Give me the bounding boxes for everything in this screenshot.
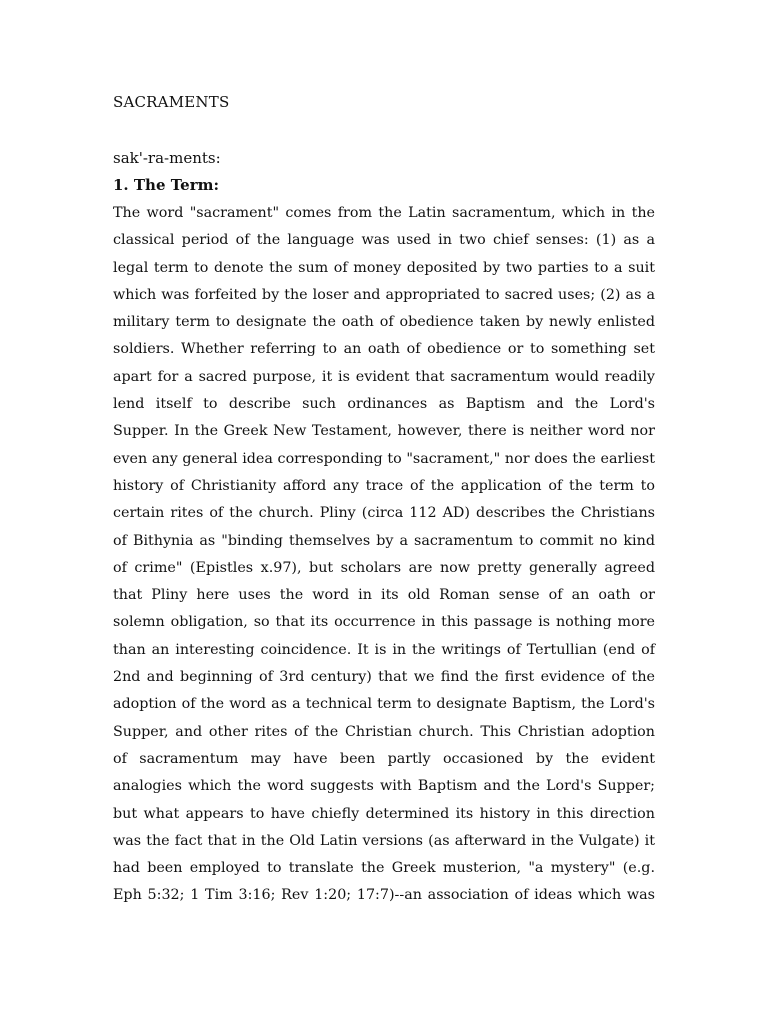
paragraph-line: Supper. In the Greek New Testament, however, there is neither word nor — [113, 423, 655, 440]
section-heading: 1. The Term: — [113, 176, 220, 194]
paragraph-line: of crime" (Epistles x.97), but scholars are now pretty generally agreed — [113, 559, 655, 576]
paragraph-line: soldiers. Whether referring to an oath of obedience or to something set — [113, 341, 655, 358]
paragraph-line: certain rites of the church. Pliny (circa 112 AD) describes the Christians — [113, 505, 655, 522]
paragraph-line: of Bithynia as "binding themselves by a sacramentum to commit no kind — [113, 532, 655, 549]
document-title: SACRAMENTS — [113, 93, 230, 111]
paragraph-line: history of Christianity afford any trace of the application of the term to — [113, 477, 655, 494]
paragraph-line: apart for a sacred purpose, it is evident that sacramentum would readily — [113, 368, 655, 385]
body-paragraph — [113, 200, 655, 910]
paragraph-line: than an interesting coincidence. It is in the writings of Tertullian (end of — [113, 641, 655, 658]
pronunciation-text: sak'-ra-ments: — [113, 149, 221, 167]
paragraph-line: legal term to denote the sum of money deposited by two parties to a suit — [113, 259, 655, 276]
paragraph-line: that Pliny here uses the word in its old Roman sense of an oath or — [113, 587, 655, 604]
paragraph-line: lend itself to describe such ordinances as Baptism and the Lord's — [113, 396, 655, 413]
paragraph-line: adoption of the word as a technical term to designate Baptism, the Lord's — [113, 696, 655, 713]
paragraph-line: was the fact that in the Old Latin versions (as afterward in the Vulgate) it — [113, 832, 655, 849]
paragraph-line: 2nd and beginning of 3rd century) that we find the first evidence of the — [113, 669, 655, 686]
paragraph-line: Supper, and other rites of the Christian church. This Christian adoption — [113, 723, 655, 740]
paragraph-line: classical period of the language was used in two chief senses: (1) as a — [113, 232, 655, 249]
paragraph-line: even any general idea corresponding to "sacrament," nor does the earliest — [113, 450, 655, 467]
paragraph-line: military term to designate the oath of obedience taken by newly enlisted — [113, 314, 655, 331]
paragraph-line: Eph 5:32; 1 Tim 3:16; Rev 1:20; 17:7)--an association of ideas which was — [113, 887, 655, 904]
paragraph-line: which was forfeited by the loser and appropriated to sacred uses; (2) as a — [113, 286, 655, 303]
paragraph-line: had been employed to translate the Greek musterion, "a mystery" (e.g. — [113, 860, 655, 877]
paragraph-line: analogies which the word suggests with Baptism and the Lord's Supper; — [113, 778, 655, 795]
paragraph-line: The word "sacrament" comes from the Latin sacramentum, which in the — [113, 205, 655, 221]
paragraph-line: but what appears to have chiefly determined its history in this direction — [113, 805, 655, 822]
paragraph-line: of sacramentum may have been partly occasioned by the evident — [113, 750, 655, 767]
paragraph-line: solemn obligation, so that its occurrence in this passage is nothing more — [113, 614, 655, 631]
